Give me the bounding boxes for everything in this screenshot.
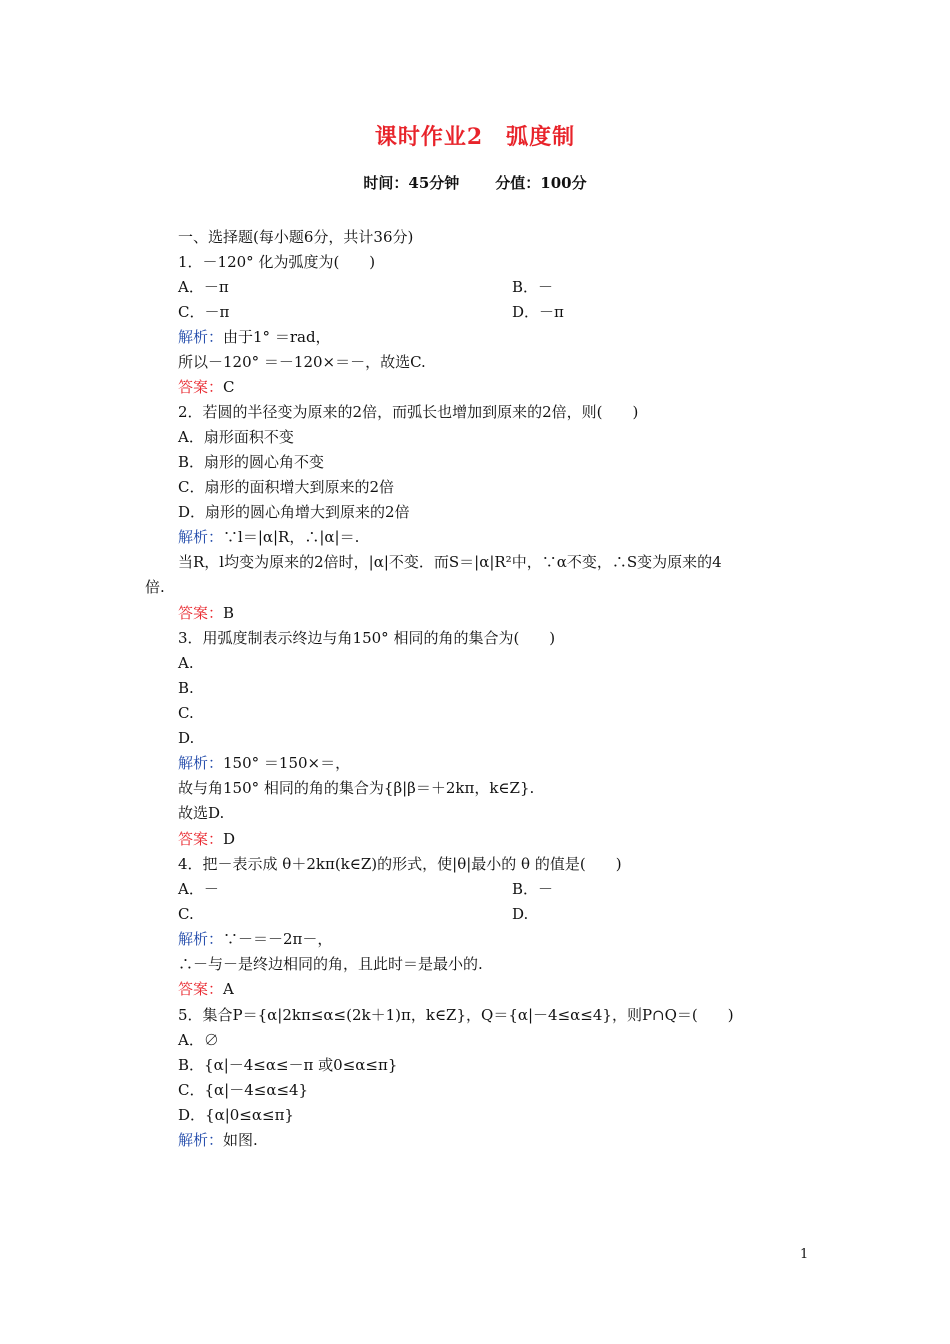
analysis-text: 如图. <box>223 1131 258 1149</box>
q1-stem: 1．－120° 化为弧度为( ) <box>178 253 376 271</box>
q2-option-a: A．扇形面积不变 <box>178 428 294 446</box>
q3-answer <box>178 829 235 849</box>
q5-option-d: D．{α|0≤α≤π} <box>178 1106 294 1124</box>
q5-stem: 5．集合P＝{α|2kπ≤α≤(2k＋1)π，k∈Z}，Q＝{α|－4≤α≤4}，则P∩Q＝( ) <box>178 1006 734 1024</box>
q2-option-c: C．扇形的面积增大到原来的2倍 <box>178 478 395 496</box>
q3-option-c: C. <box>178 704 194 722</box>
q3-option-a: A. <box>178 654 194 672</box>
analysis-label: 解析： <box>178 328 224 346</box>
q5-analysis <box>178 1130 258 1150</box>
answer-value: D <box>223 830 236 848</box>
q4-option-b: B．－ <box>512 880 554 898</box>
q1-option-c: C．－π <box>178 303 230 321</box>
q4-answer <box>178 979 234 999</box>
q1-analysis <box>178 327 331 347</box>
q1-analysis-line: 所以－120° ＝－120×＝－，故选C. <box>178 353 426 371</box>
q4-stem: 4．把－表示成 θ＋2kπ(k∈Z)的形式，使|θ|最小的 θ 的值是( ) <box>178 855 622 873</box>
q5-option-a: A．∅ <box>178 1031 219 1049</box>
q1-option-b: B．－ <box>512 278 554 296</box>
time-limit: 时间：45分钟 <box>363 174 460 192</box>
q3-option-d: D. <box>178 729 195 747</box>
page-subtitle <box>0 172 950 193</box>
analysis-label: 解析： <box>178 528 224 546</box>
q4-analysis-line: ∴－与－是终边相同的角，且此时＝是最小的. <box>178 955 483 973</box>
answer-value: C <box>223 378 235 396</box>
q4-option-a: A．－ <box>178 880 219 898</box>
analysis-label: 解析： <box>178 754 224 772</box>
q3-option-b: B. <box>178 679 194 697</box>
q2-stem: 2．若圆的半径变为原来的2倍，而弧长也增加到原来的2倍，则( ) <box>178 403 639 421</box>
q2-option-b: B．扇形的圆心角不变 <box>178 453 325 471</box>
q5-option-b: B．{α|－4≤α≤－π 或0≤α≤π} <box>178 1056 398 1074</box>
q2-analysis-line-wrap: 倍. <box>145 578 165 596</box>
q3-analysis <box>178 753 350 773</box>
answer-label: 答案： <box>178 604 224 622</box>
analysis-text: 由于1° ＝rad， <box>223 328 331 346</box>
page-title: 课时作业2 弧度制 <box>374 124 576 150</box>
q3-stem: 3．用弧度制表示终边与角150° 相同的角的集合为( ) <box>178 629 556 647</box>
analysis-text: ∵l＝|α|R，∴|α|＝. <box>223 528 360 546</box>
q3-analysis-line-2: 故选D. <box>178 804 225 822</box>
q3-analysis-line: 故与角150° 相同的角的集合为{β|β＝＋2kπ，k∈Z}. <box>178 779 535 797</box>
q1-option-d: D．－π <box>512 303 564 321</box>
answer-label: 答案： <box>178 830 224 848</box>
score-value: 分值：100分 <box>495 174 587 192</box>
q4-analysis <box>178 929 332 949</box>
analysis-label: 解析： <box>178 930 224 948</box>
answer-label: 答案： <box>178 980 224 998</box>
q2-option-d: D．扇形的圆心角增大到原来的2倍 <box>178 503 410 521</box>
page-number: 1 <box>800 1247 809 1262</box>
q2-analysis <box>178 527 359 547</box>
analysis-text: 150° ＝150×＝， <box>223 754 351 772</box>
q4-option-c: C. <box>178 905 194 923</box>
q1-answer <box>178 377 235 397</box>
q4-option-d: D. <box>512 905 529 923</box>
q2-answer <box>178 603 234 623</box>
q2-analysis-line: 当R，l均变为原来的2倍时，|α|不变．而S＝|α|R²中，∵α不变，∴S变为原来的4 <box>178 553 722 571</box>
q5-option-c: C．{α|－4≤α≤4} <box>178 1081 309 1099</box>
answer-label: 答案： <box>178 378 224 396</box>
analysis-label: 解析： <box>178 1131 224 1149</box>
q1-option-a: A．－π <box>178 278 229 296</box>
answer-value: B <box>223 604 235 622</box>
analysis-text: ∵－＝－2π－， <box>223 930 333 948</box>
answer-value: A <box>223 980 234 998</box>
section-heading: 一、选择题(每小题6分，共计36分) <box>178 228 414 246</box>
